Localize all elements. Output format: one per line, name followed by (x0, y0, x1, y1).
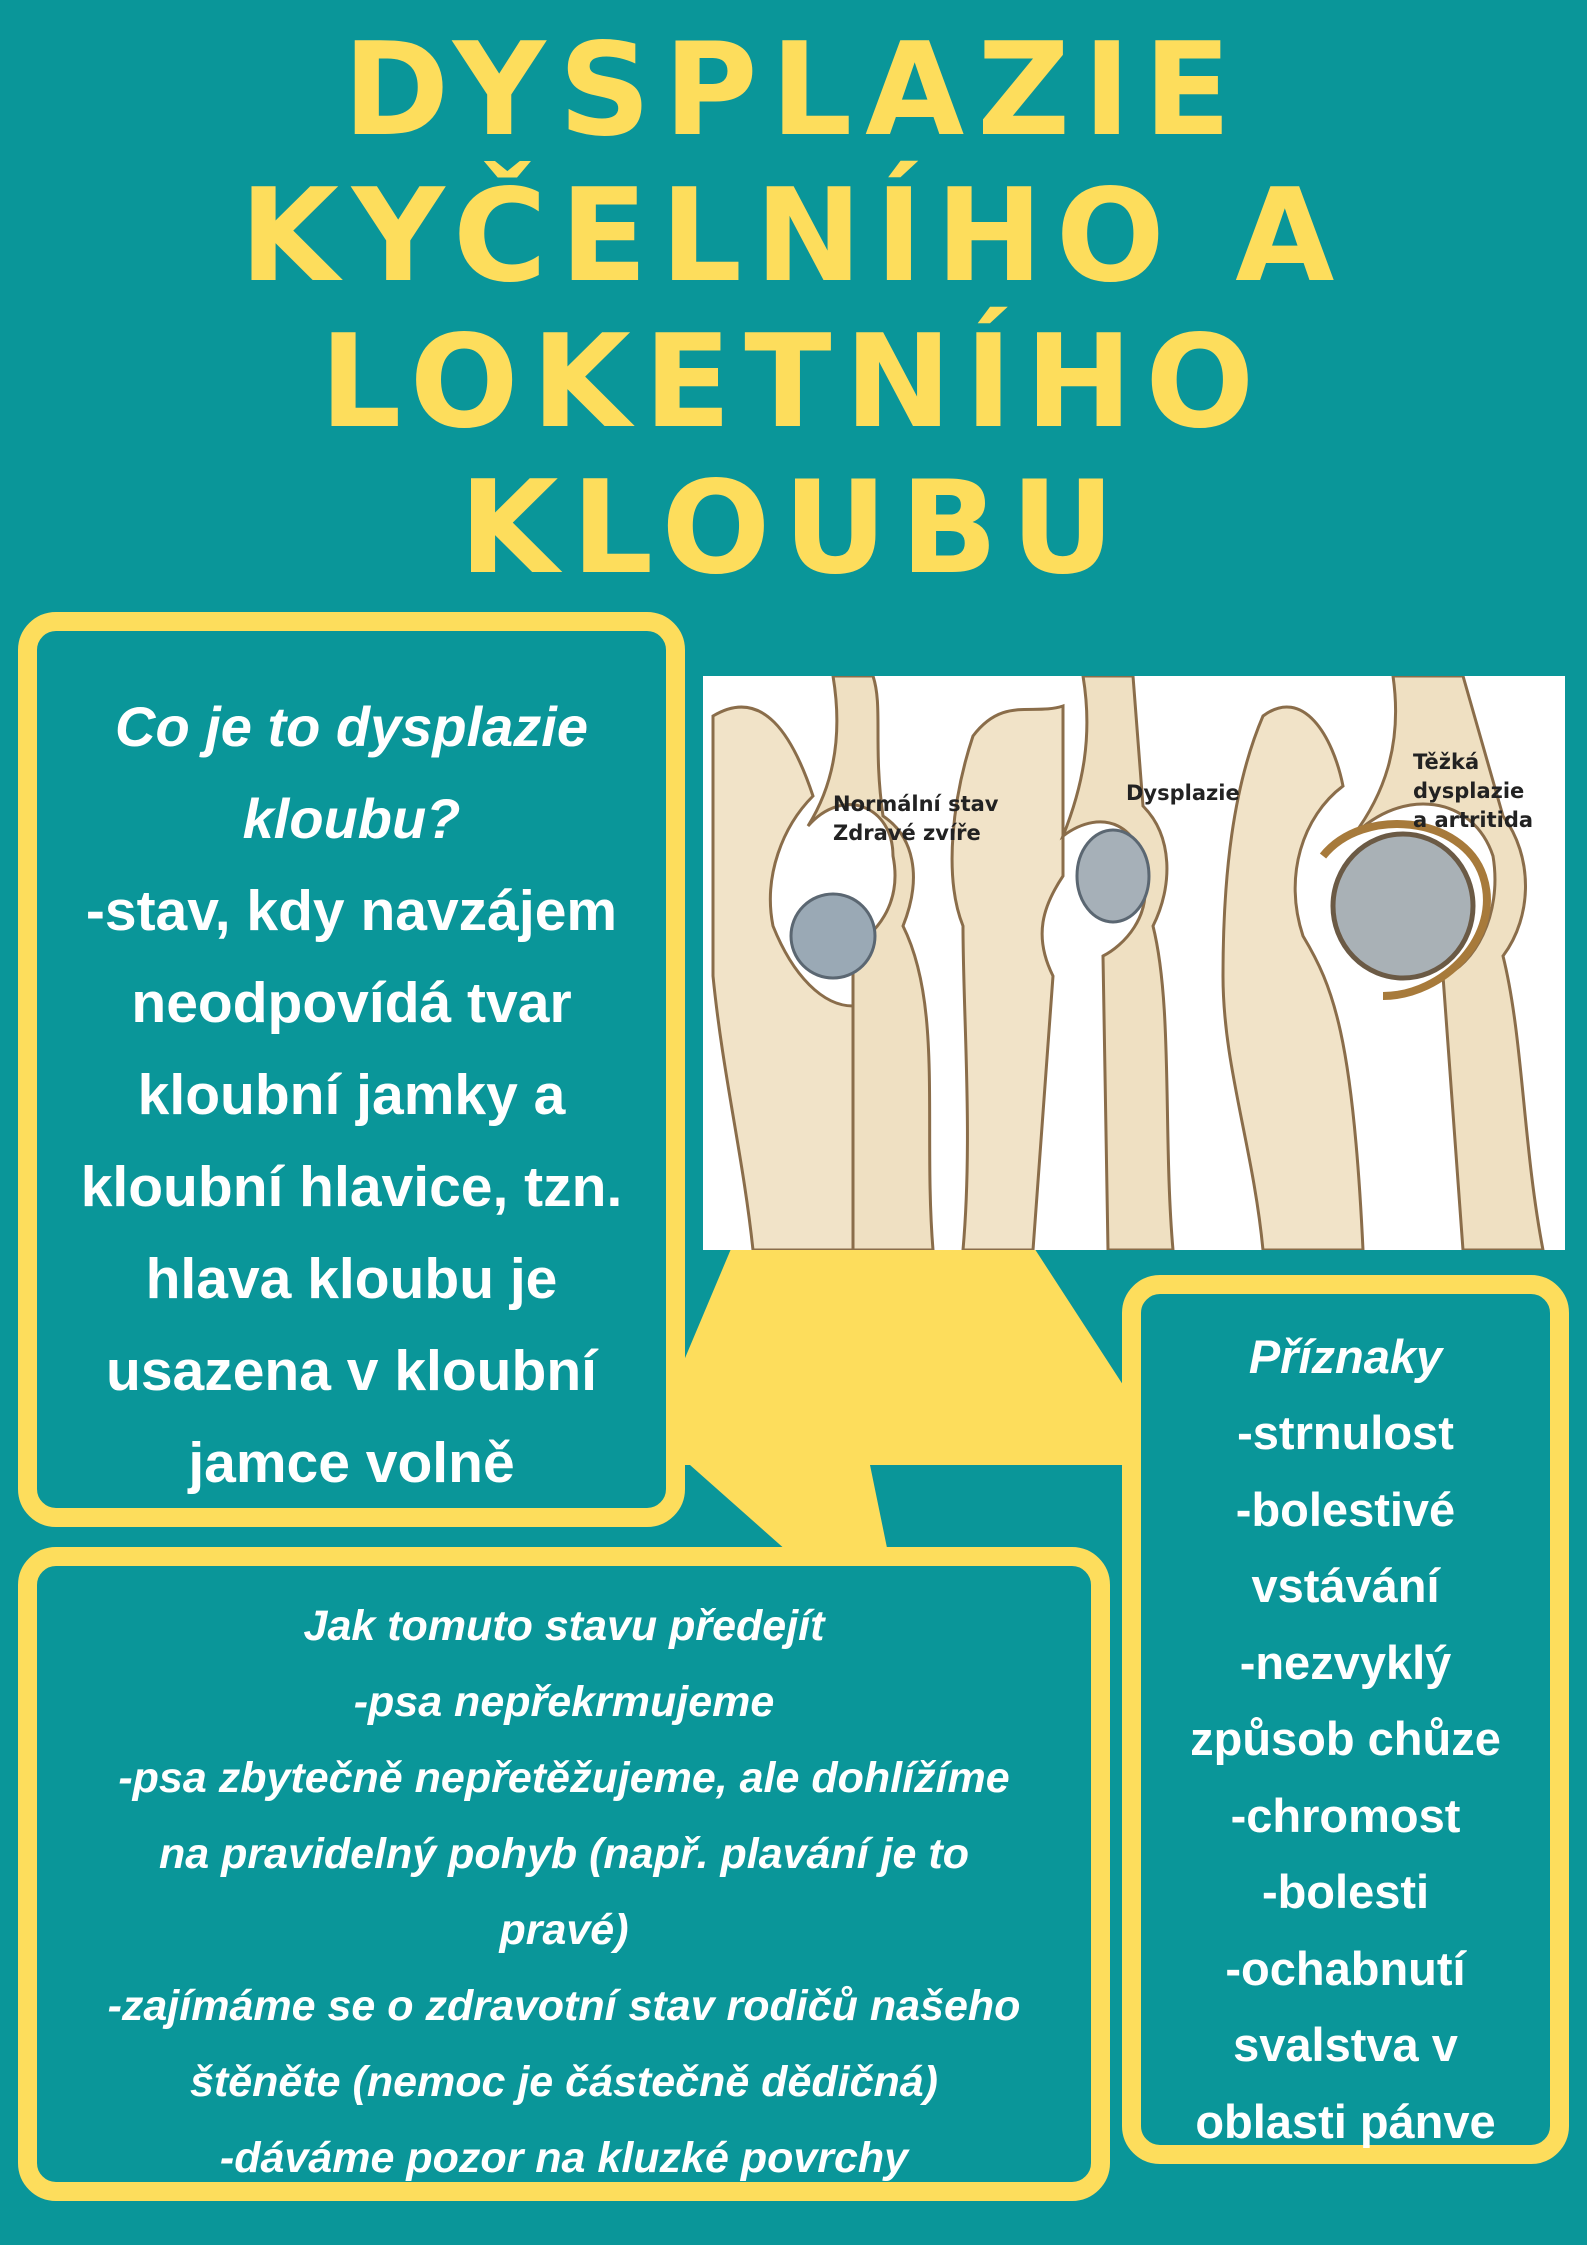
definition-line: neodpovídá tvar (131, 971, 572, 1035)
definition-line: kloubní hlavice, tzn. (80, 1155, 623, 1219)
symptom-line: -nezvyklý (1239, 1635, 1452, 1689)
symptom-line: -bolestivé (1235, 1482, 1456, 1536)
caption-normal-2: Zdravé zvíře (833, 821, 981, 845)
symptom-line: způsob chůze (1190, 1712, 1501, 1765)
caption-severe-3: a artritida (1413, 808, 1534, 832)
symptom-line: svalstva v (1233, 2018, 1458, 2071)
prevention-line: -dáváme pozor na kluzké povrchy (219, 2134, 909, 2182)
symptom-line: -bolesti (1261, 1865, 1430, 1918)
prevention-box (18, 1547, 1110, 2201)
definition-line: jamce volně (188, 1431, 515, 1495)
title-line-4: KLOUBU (459, 454, 1128, 603)
prevention-line: -zajímáme se o zdravotní stav rodičů našeho (107, 1982, 1021, 2030)
definition-question-line-2: kloubu? (242, 787, 461, 850)
poster-title (0, 18, 1587, 602)
caption-normal-1: Normální stav (833, 792, 999, 816)
symptom-line: -strnulost (1237, 1406, 1454, 1459)
caption-dysplasia: Dysplazie (1126, 781, 1240, 805)
symptom-line: -chromost (1230, 1788, 1461, 1842)
prevention-line: pravé) (499, 1906, 629, 1954)
title-line-2: KYČELNÍHO A (239, 162, 1348, 311)
hip-joint-illustration (703, 676, 1565, 1250)
definition-line: kloubní jamky a (137, 1063, 566, 1127)
caption-severe-1: Těžká (1413, 750, 1480, 774)
prevention-line: -psa nepřekrmujeme (353, 1678, 775, 1726)
symptoms-heading: Příznaky (1248, 1330, 1443, 1383)
definition-question-line-1: Co je to dysplazie (115, 695, 588, 758)
symptom-line: -ochabnutí (1225, 1941, 1466, 1995)
title-line-3: LOKETNÍHO (319, 308, 1268, 457)
symptom-line: vstávání (1251, 1559, 1440, 1612)
prevention-line: -psa zbytečně nepřetěžujeme, ale dohlížíme (118, 1754, 1010, 1802)
prevention-line: na pravidelný pohyb (např. plavání je to (159, 1830, 969, 1878)
prevention-line: štěněte (nemoc je částečně dědičná) (189, 2058, 938, 2106)
caption-severe-2: dysplazie (1413, 779, 1525, 803)
definition-box (18, 612, 685, 1527)
symptoms-box (1122, 1275, 1569, 2164)
symptom-line: oblasti pánve (1195, 2094, 1496, 2148)
definition-line: usazena v kloubní (106, 1339, 597, 1403)
prevention-heading: Jak tomuto stavu předejít (303, 1602, 825, 1650)
definition-line: -stav, kdy navzájem (85, 879, 618, 943)
title-line-1: DYSPLAZIE (342, 16, 1245, 165)
definition-line: hlava kloubu je (145, 1247, 558, 1311)
